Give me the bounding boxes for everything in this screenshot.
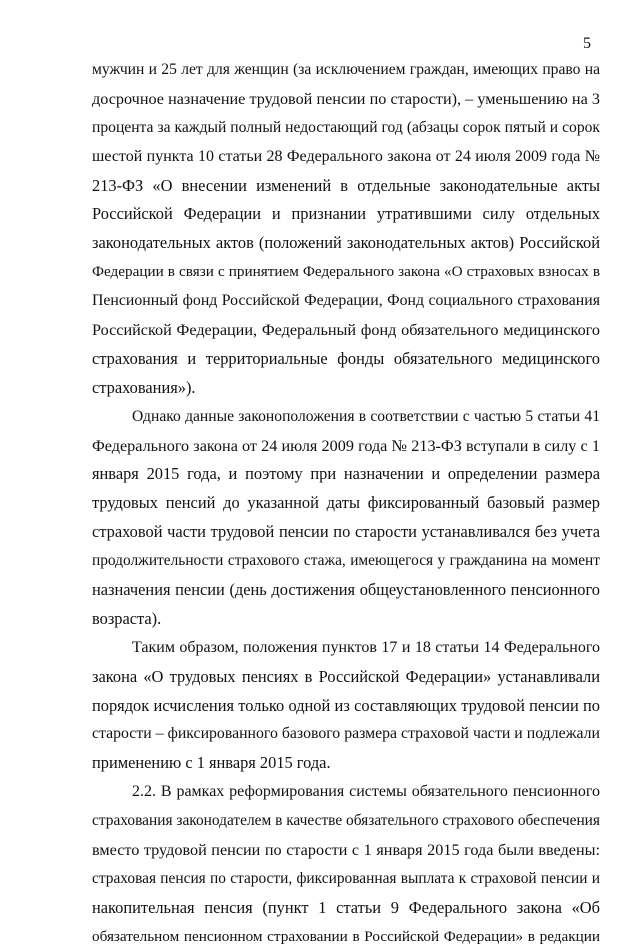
text-line: трудовых пенсий до указанной даты фиксированный базовый размер — [92, 493, 600, 513]
text-line: возраста). — [92, 608, 162, 628]
text-line: накопительная пенсия (пункт 1 статьи 9 Федерального закона «Об — [92, 897, 600, 917]
text-line: Федерального закона от 24 июля 2009 года № 213-ФЗ вступали в силу с 1 — [92, 436, 600, 455]
body-text — [92, 56, 600, 952]
text-line: применению с 1 января 2015 года. — [92, 753, 331, 773]
text-line: страховая пенсия по старости, фиксированная выплата к страховой пенсии и — [92, 869, 600, 887]
text-line: процента за каждый полный недостающий год (абзацы сорок пятый и сорок — [92, 118, 600, 136]
text-line: Российской Федерации, Федеральный фонд обязательного медицинского — [92, 321, 600, 340]
text-line: страхования»). — [92, 377, 196, 397]
text-line: страховой части трудовой пенсии по старости устанавливался без учета — [92, 522, 600, 542]
text-line: шестой пункта 10 статьи 28 Федерального закона от 24 июля 2009 года № — [92, 147, 600, 165]
text-line: продолжительности страхового стажа, имеющегося у гражданина на момент — [92, 552, 600, 570]
text-line: досрочное назначение трудовой пенсии по старости), – уменьшению на 3 — [92, 89, 600, 108]
text-line: страхования законодателем в качестве обязательного страхового обеспечения — [92, 812, 600, 830]
text-line: Пенсионный фонд Российской Федерации, Фонд социального страхования — [92, 292, 600, 310]
text-line: 213-ФЗ «О внесении изменений в отдельные законодательные акты — [92, 175, 600, 195]
text-line: порядок исчисления только одной из составляющих трудовой пенсии по — [92, 695, 600, 715]
text-line: 2.2. В рамках реформирования системы обязательного пенсионного — [132, 783, 600, 801]
text-line: старости – фиксированного базового размера страховой части и подлежали — [92, 725, 600, 743]
text-line: Федерации в связи с принятием Федерального закона «О страховых взносах в — [92, 263, 600, 281]
text-line: Однако данные законоположения в соответствии с частью 5 статьи 41 — [132, 407, 600, 425]
text-line: закона «О трудовых пенсиях в Российской Федерации» устанавливали — [92, 666, 600, 686]
page-number: 5 — [583, 35, 591, 52]
text-line: января 2015 года, и поэтому при назначении и определении размера — [92, 464, 600, 484]
text-line: Таким образом, положения пунктов 17 и 18 статьи 14 Федерального — [132, 638, 600, 656]
text-line: законодательных актов (положений законодательных актов) Российской — [92, 233, 600, 253]
text-line: вместо трудовой пенсии по старости с 1 января 2015 года были введены: — [92, 841, 600, 860]
text-line: назначения пенсии (день достижения общеустановленного пенсионного — [92, 580, 600, 600]
text-line: страхования и территориальные фонды обязательного медицинского — [92, 348, 600, 368]
text-line: Российской Федерации и признании утратившими силу отдельных — [92, 204, 600, 224]
text-line: мужчин и 25 лет для женщин (за исключением граждан, имеющих право на — [92, 61, 600, 78]
text-line: обязательном пенсионном страховании в Российской Федерации» в редакции — [92, 927, 600, 945]
